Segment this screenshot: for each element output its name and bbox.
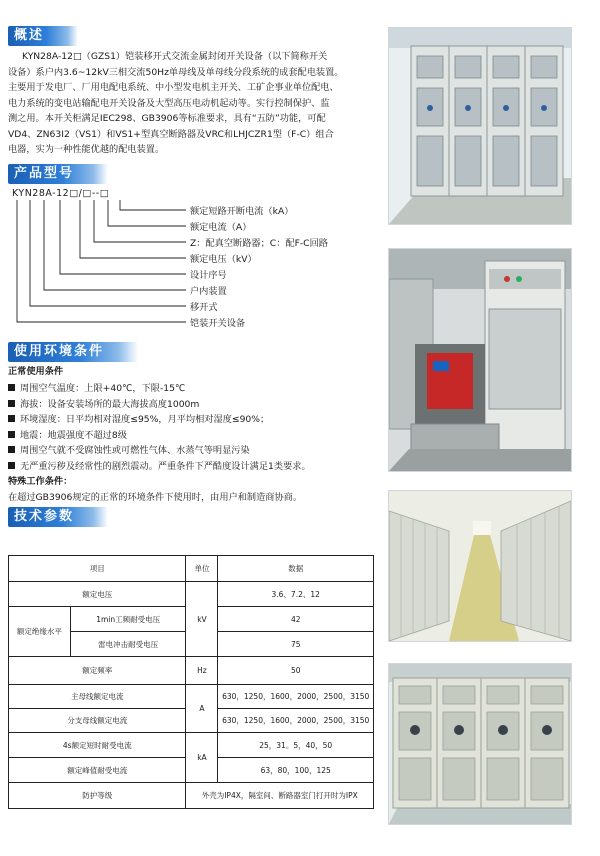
section-header-tech: 技术参数 <box>8 507 108 527</box>
special-conditions-title: 特殊工作条件： <box>8 476 73 487</box>
overview-line: 设备）系户内3.6~12kV三相交流50Hz单母线及单母线分段系统的成套配电装置。 <box>8 66 344 78</box>
condition-item: 环境湿度：日平均相对湿度≤95%，月平均相对湿度≤90%； <box>8 412 380 428</box>
bullet-square-icon <box>8 462 15 469</box>
overview-line: KYN28A-12□（GZS1）铠装移开式交流金属封闭开关设备（以下简称开关 <box>22 51 328 62</box>
table-row: 额定绝缘水平 1min工频耐受电压 42 <box>9 607 374 632</box>
condition-item: 海拔：设备安装场所的最大海拔高度1000m <box>8 397 380 413</box>
header-item: 项目 <box>9 556 186 582</box>
photo-switchgear-installed <box>388 663 572 825</box>
special-conditions-text: 在超过GB3906规定的正常的环境条件下使用时，由用户和制造商协商。 <box>8 491 303 503</box>
condition-item: 周围空气就不受腐蚀性或可燃性气体、水蒸气等明显污染 <box>8 443 380 459</box>
photo-breaker-cart <box>388 248 572 472</box>
table-row: 主母线额定电流 A 630，1250，1600，2000，2500，3150 <box>9 685 374 709</box>
condition-item: 无严重污秽及经常性的剧烈震动。严重条件下严酷度设计满足1类要求。 <box>8 459 380 475</box>
spec-table <box>8 555 374 809</box>
table-row: 额定频率 Hz 50 <box>9 657 374 685</box>
overview-line: 主要用于发电厂、厂用电配电系统、中小型发电机主开关、工矿企事业单位配电、 <box>8 82 339 93</box>
model-label: 户内装置 <box>190 285 227 297</box>
photo-factory-floor <box>388 490 572 642</box>
overview-text <box>8 49 380 158</box>
header-data: 数据 <box>218 556 374 582</box>
bullet-square-icon <box>8 415 15 422</box>
table-row: 4s额定短时耐受电流 kA 25，31。5，40，50 <box>9 733 374 758</box>
bullet-square-icon <box>8 400 15 407</box>
section-header-overview: 概述 <box>8 26 78 46</box>
model-label: 移开式 <box>190 301 218 313</box>
overview-line: VD4、ZN63I2（VS1）和VS1+型真空断路器及VRC和LHJCZR1型（F-C）组合 <box>8 128 334 140</box>
table-row: 防护等级 外壳为IP4X，隔室间、断路器室门打开时为IPX <box>9 783 374 809</box>
table-row: 分支母线额定电流 630，1250，1600，2000，2500，3150 <box>9 709 374 733</box>
model-label: 设计序号 <box>190 269 227 281</box>
model-label: 额定短路开断电流（kA） <box>190 205 294 217</box>
model-label: 铠装开关设备 <box>190 317 246 329</box>
table-header-row <box>9 556 374 582</box>
condition-item: 周围空气温度：上限+40℃，下限-15℃ <box>8 381 380 397</box>
bullet-square-icon <box>8 384 15 391</box>
table-row: 额定电压 kV 3.6、7.2、12 <box>9 582 374 607</box>
left-column <box>8 24 380 527</box>
model-code: KYN28A-12□/□--□ <box>12 187 110 199</box>
bullet-square-icon <box>8 431 15 438</box>
spec-table-wrap <box>8 555 374 809</box>
condition-item: 地震：地震强度不超过8级 <box>8 428 380 444</box>
model-label: 额定电压（kV） <box>190 253 257 265</box>
env-content <box>8 364 380 506</box>
bullet-square-icon <box>8 446 15 453</box>
model-diagram <box>8 188 380 340</box>
overview-line: 测之用。本开关柜满足IEC298、GB3906等标准要求，具有“五防”功能，可配 <box>8 113 326 124</box>
normal-conditions-title: 正常使用条件 <box>8 365 64 377</box>
photo-switchgear-row <box>388 27 572 225</box>
table-row: 额定峰值耐受电流 63，80，100，125 <box>9 758 374 783</box>
model-label: Z：配真空断路器；C：配F-C回路 <box>190 237 328 249</box>
section-header-model: 产品型号 <box>8 164 108 184</box>
overview-line: 电力系统的变电站输配电开关设备及大型高压电动机起动等。实行控制保护、监 <box>8 97 330 109</box>
model-label: 额定电流（A） <box>190 221 252 233</box>
header-unit: 单位 <box>186 556 218 582</box>
normal-conditions-list <box>8 381 380 474</box>
overview-line: 电器，实为一种性能优越的配电装置。 <box>8 144 165 155</box>
section-header-env: 使用环境条件 <box>8 342 138 362</box>
table-row: 雷电冲击耐受电压 75 <box>9 632 374 657</box>
